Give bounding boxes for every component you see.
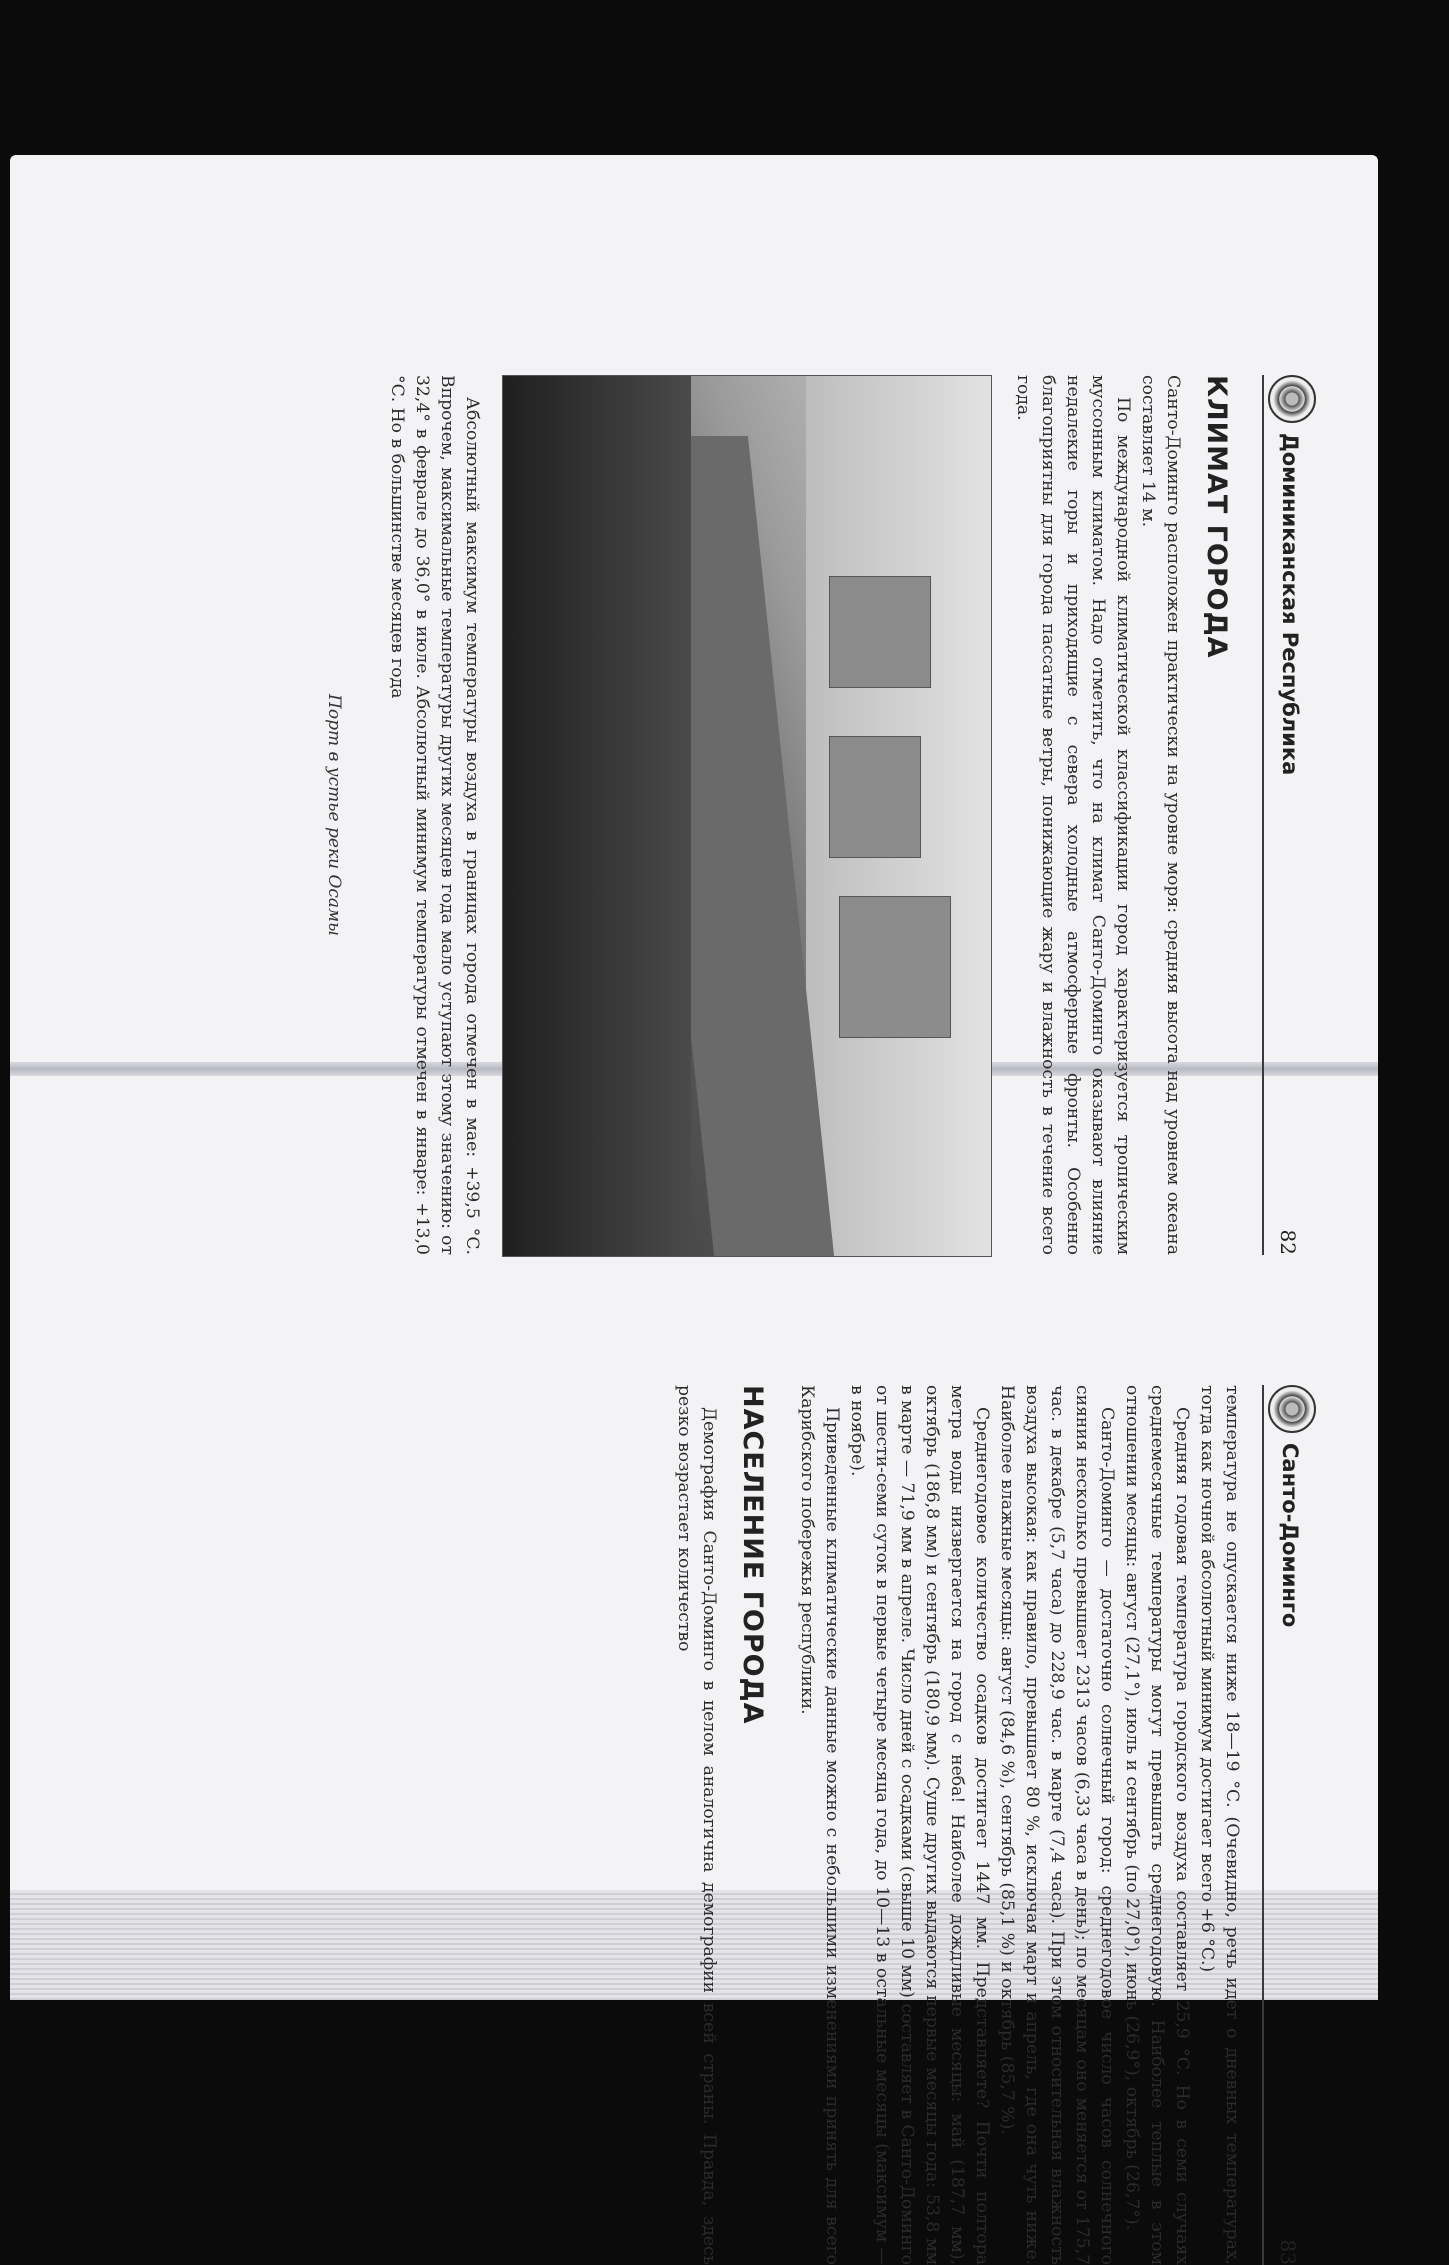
paragraph: Средняя годовая температура городского воздуха составляет 25,9 °С. Но в семи случаях среднемесячные температуры могут превышать среднегодовую. Наиболее теплые в этом отношении месяцы: август (27,1°), июль и сентябрь (по 27,0°), июнь (26,9°), октябрь (26,7°). — [1122, 1385, 1192, 2265]
page-number: 83 — [1276, 2239, 1300, 2265]
photo-caption: Порт в устье реки Осамы — [324, 694, 344, 936]
photo-building — [829, 736, 921, 858]
photo-water — [503, 376, 691, 1256]
paragraph: По международной климатической классификации город характеризуется тропическим муссонным климатом. Надо отметить, что на климат Санто-Доминго оказывают влияние недалекие горы и приходящие с севера холодные атмосферные фронты. Особенно благоприятны для города пассатные ветры, понижающие жару и влажность в течение всего года. — [1013, 375, 1133, 1255]
page-82 — [80, 375, 1310, 1255]
photo-building — [829, 576, 931, 688]
page-number: 82 — [1276, 1229, 1300, 1255]
photo-building — [839, 896, 951, 1038]
running-title: Санто-Доминго — [1278, 1443, 1302, 1628]
paragraph: Абсолютный максимум температуры воздуха в границах города отмечен в мае: +39,5 °С. Впрочем, максимальные температуры других месяцев года мало уступают этому значению: от 32,4° в феврале до 36,0° в июле. Абсолютный минимум температуры отмечен в январе: +13,0 °С. Но в большинстве месяцев года — [387, 375, 482, 1255]
page-content — [324, 375, 1232, 1255]
page-header — [1262, 375, 1310, 1255]
paragraph: температура не опускается ниже 18—19 °С. (Очевидно, речь идет о дневных температурах, тогда как ночной абсолютный минимум достигает всего +6 °С.) — [1197, 1385, 1242, 2265]
section-title: КЛИМАТ ГОРОДА — [1201, 375, 1232, 659]
paragraph: Санто-Доминго расположен практически на уровне моря: средняя высота над уровнем океана составляет 14 м. — [1138, 375, 1183, 1255]
lighthouse-icon — [1268, 1385, 1316, 1433]
port-photo — [502, 375, 992, 1257]
paragraph: Приведенные климатические данные можно с небольшими изменениями принять для всего Карибского побережья республики. — [797, 1385, 842, 2265]
paragraph: Демография Санто-Доминго в целом аналогична демографии всей страны. Правда, здесь резко возрастает количество — [674, 1385, 719, 2265]
running-title: Доминиканская Республика — [1278, 433, 1302, 776]
page-content — [671, 1385, 1244, 2265]
paragraph: Среднегодовое количество осадков достигает 1447 мм. Представляете? Почти полтора метра воды низвергается на город с неба! Наиболее дождливые месяцы: май (187,7 мм), октябрь (186,8 мм) и сентябрь (180,9 мм). Суше других выдаются первые месяцы года: 53,8 мм в марте — 71,9 мм в апреле. Число дней с осадками (свыше 10 мм) составляет в Санто-Доминго от шести-семи суток в первые четыре месяца года, до 10—13 в остальные месяцы (максимум — в ноябре). — [847, 1385, 992, 2265]
page-83 — [80, 1385, 1310, 2265]
page-header — [1262, 1385, 1310, 2265]
paragraph: Санто-Доминго — достаточно солнечный город: среднегодовое число часов солнечного сияния несколько превышает 2313 часов (6,33 часа в день); по месяцам оно меняется от 175,7 час. в декабре (5,7 часа) до 228,9 час. в марте (7,4 часа). При этом относительная влажность воздуха высокая: как правило, превышает 80 %, исключая март и апрель, где она чуть ниже. Наиболее влажные месяцы: август (84,6 %), сентябрь (85,1 %) и октябрь (85,7 %). — [997, 1385, 1117, 2265]
section-title: НАСЕЛЕНИЕ ГОРОДА — [737, 1385, 768, 1725]
compass-rose-icon — [1268, 375, 1316, 423]
